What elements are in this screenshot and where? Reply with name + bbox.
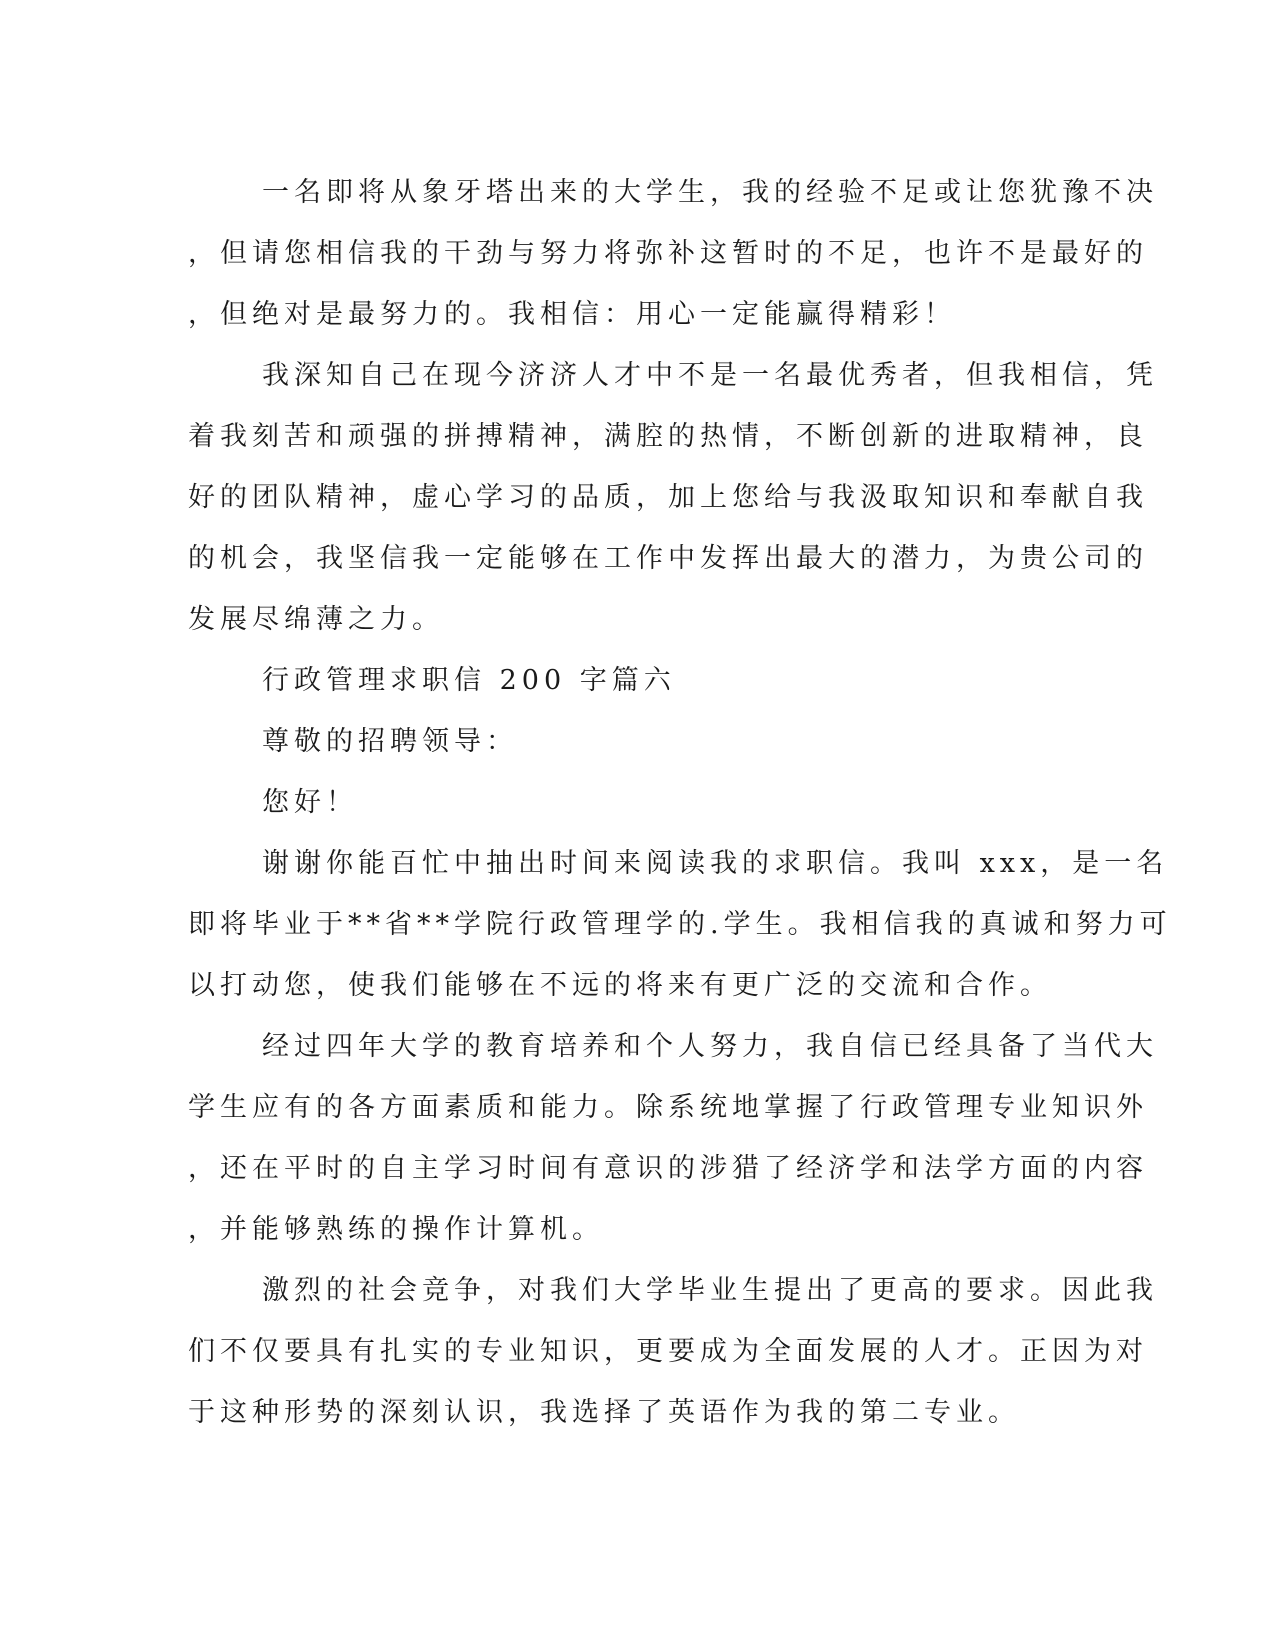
section-heading: 行政管理求职信 200 字篇六 <box>262 665 676 696</box>
document-body <box>188 162 1172 1443</box>
text-line: 我深知自己在现今济济人才中不是一名最优秀者，但我相信，凭 <box>262 360 1158 391</box>
text-line: ，并能够熟练的操作计算机。 <box>188 1214 604 1245</box>
text-line: ，但请您相信我的干劲与努力将弥补这暂时的不足，也许不是最好的 <box>188 238 1148 269</box>
text-line: 们不仅要具有扎实的专业知识，更要成为全面发展的人才。正因为对 <box>188 1336 1148 1367</box>
salutation: 尊敬的招聘领导： <box>262 726 518 757</box>
text-line: 以打动您，使我们能够在不远的将来有更广泛的交流和合作。 <box>188 970 1052 1001</box>
text-line: 经过四年大学的教育培养和个人努力，我自信已经具备了当代大 <box>262 1031 1158 1062</box>
text-line: 发展尽绵薄之力。 <box>188 604 444 635</box>
text-line: 激烈的社会竞争，对我们大学毕业生提出了更高的要求。因此我 <box>262 1275 1158 1306</box>
text-line: 好的团队精神，虚心学习的品质，加上您给与我汲取知识和奉献自我 <box>188 482 1148 513</box>
text-line: 学生应有的各方面素质和能力。除系统地掌握了行政管理专业知识外 <box>188 1092 1148 1123</box>
text-line: ，还在平时的自主学习时间有意识的涉猎了经济学和法学方面的内容 <box>188 1153 1148 1184</box>
text-line: 即将毕业于**省**学院行政管理学的.学生。我相信我的真诚和努力可 <box>188 909 1172 940</box>
text-line: ，但绝对是最努力的。我相信：用心一定能赢得精彩！ <box>188 299 956 330</box>
text-line: 一名即将从象牙塔出来的大学生，我的经验不足或让您犹豫不决 <box>262 177 1158 208</box>
text-line: 着我刻苦和顽强的拼搏精神，满腔的热情，不断创新的进取精神，良 <box>188 421 1148 452</box>
text-line: 的机会，我坚信我一定能够在工作中发挥出最大的潜力，为贵公司的 <box>188 543 1148 574</box>
greeting: 您好！ <box>262 787 358 818</box>
text-line: 谢谢你能百忙中抽出时间来阅读我的求职信。我叫 xxx，是一名 <box>262 848 1169 879</box>
text-line: 于这种形势的深刻认识，我选择了英语作为我的第二专业。 <box>188 1397 1020 1428</box>
